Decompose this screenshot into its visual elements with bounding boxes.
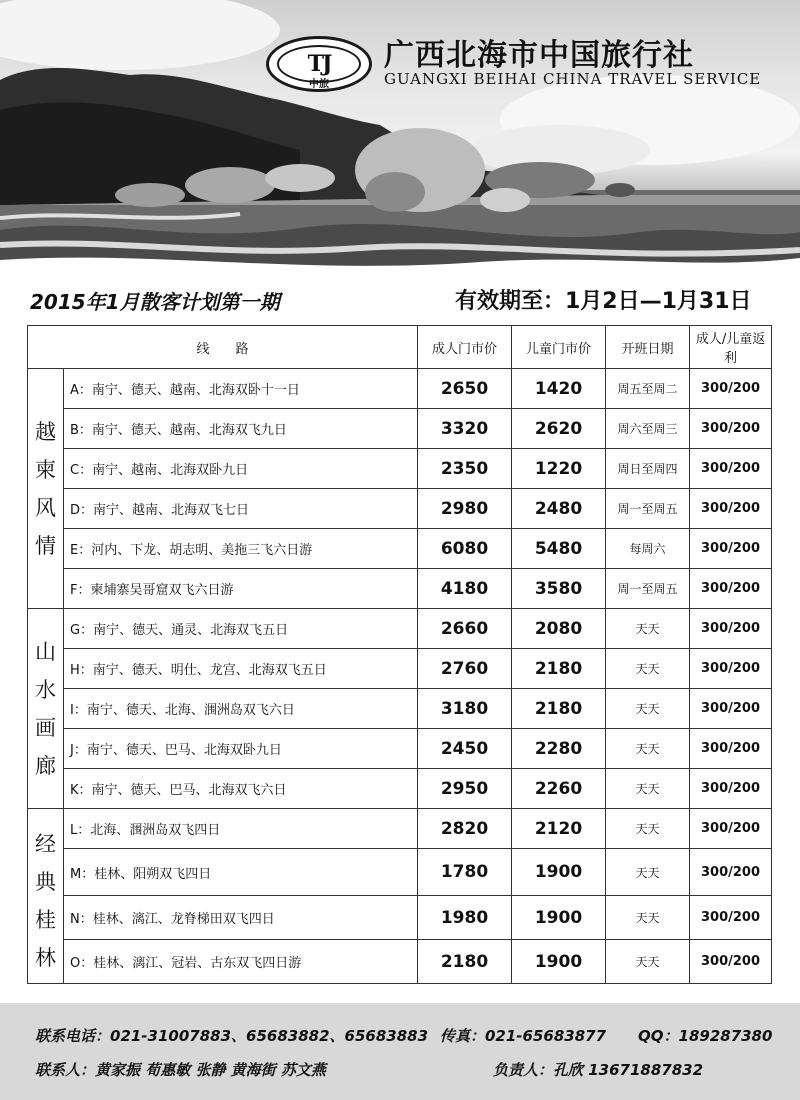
header-route: 线 路 — [28, 326, 418, 369]
header-child-price: 儿童门市价 — [512, 326, 606, 369]
rebate: 300/200 — [690, 569, 772, 609]
company-name-en: GUANGXI BEIHAI CHINA TRAVEL SERVICE — [384, 70, 762, 88]
schedule: 周一至周五 — [606, 569, 690, 609]
logo-subtext: 中旅 — [309, 79, 329, 90]
schedule: 周六至周三 — [606, 409, 690, 449]
contact-footer — [0, 1003, 800, 1100]
adult-price: 3180 — [418, 689, 512, 729]
adult-price: 2760 — [418, 649, 512, 689]
route-name: C：南宁、越南、北海双卧九日 — [64, 449, 418, 489]
route-name: F：柬埔寨吴哥窟双飞六日游 — [64, 569, 418, 609]
child-price: 2280 — [512, 729, 606, 769]
child-price: 1900 — [512, 849, 606, 896]
adult-price: 2450 — [418, 729, 512, 769]
adult-price: 3320 — [418, 409, 512, 449]
route-name: D：南宁、越南、北海双飞七日 — [64, 489, 418, 529]
route-name: M：桂林、阳朔双飞四日 — [64, 849, 418, 896]
contact-phone: 联系电话：021-31007883、65683882、65683883 — [35, 1027, 429, 1045]
adult-price: 2350 — [418, 449, 512, 489]
child-price: 2180 — [512, 649, 606, 689]
adult-price: 2650 — [418, 369, 512, 409]
table-row — [28, 729, 772, 769]
schedule: 天天 — [606, 609, 690, 649]
adult-price: 2180 — [418, 940, 512, 984]
schedule: 天天 — [606, 769, 690, 809]
rebate: 300/200 — [690, 729, 772, 769]
logo-mark: TJ — [307, 51, 331, 77]
route-name: I：南宁、德天、北海、涠洲岛双飞六日 — [64, 689, 418, 729]
child-price: 2480 — [512, 489, 606, 529]
schedule: 天天 — [606, 809, 690, 849]
rebate: 300/200 — [690, 769, 772, 809]
table-row — [28, 809, 772, 849]
child-price: 1420 — [512, 369, 606, 409]
schedule: 天天 — [606, 649, 690, 689]
table-header-row — [28, 326, 772, 369]
route-name: N：桂林、漓江、龙脊梯田双飞四日 — [64, 896, 418, 940]
category-landscape-gallery: 山 水 画 廊 — [28, 609, 64, 809]
route-name: J：南宁、德天、巴马、北海双卧九日 — [64, 729, 418, 769]
schedule: 天天 — [606, 689, 690, 729]
rebate: 300/200 — [690, 529, 772, 569]
table-row — [28, 569, 772, 609]
route-name: L：北海、涠洲岛双飞四日 — [64, 809, 418, 849]
table-row — [28, 369, 772, 409]
header-schedule: 开班日期 — [606, 326, 690, 369]
adult-price: 1980 — [418, 896, 512, 940]
table-row — [28, 940, 772, 984]
route-name: O：桂林、漓江、冠岩、古东双飞四日游 — [64, 940, 418, 984]
rebate: 300/200 — [690, 369, 772, 409]
child-price: 1900 — [512, 896, 606, 940]
validity-period: 有效期至：1月2日—1月31日 — [455, 289, 752, 314]
adult-price: 2660 — [418, 609, 512, 649]
table-row — [28, 649, 772, 689]
category-classic-guilin: 经 典 桂 林 — [28, 809, 64, 984]
table-row — [28, 409, 772, 449]
adult-price: 6080 — [418, 529, 512, 569]
schedule: 每周六 — [606, 529, 690, 569]
rebate: 300/200 — [690, 609, 772, 649]
route-name: E：河内、下龙、胡志明、美拖三飞六日游 — [64, 529, 418, 569]
child-price: 2080 — [512, 609, 606, 649]
company-logo — [266, 36, 372, 92]
child-price: 2620 — [512, 409, 606, 449]
schedule: 天天 — [606, 849, 690, 896]
route-name: A：南宁、德天、越南、北海双卧十一日 — [64, 369, 418, 409]
child-price: 1900 — [512, 940, 606, 984]
hero-banner — [0, 0, 800, 280]
schedule: 周一至周五 — [606, 489, 690, 529]
schedule: 周五至周二 — [606, 369, 690, 409]
header-rebate: 成人/儿童返利 — [690, 326, 772, 369]
contact-fax: 传真：021-65683877 — [440, 1027, 607, 1045]
child-price: 3580 — [512, 569, 606, 609]
rebate: 300/200 — [690, 449, 772, 489]
rebate: 300/200 — [690, 489, 772, 529]
table-row — [28, 609, 772, 649]
manager-contact: 负责人：孔欣 13671887832 — [493, 1061, 704, 1079]
child-price: 2180 — [512, 689, 606, 729]
adult-price: 4180 — [418, 569, 512, 609]
rebate: 300/200 — [690, 849, 772, 896]
child-price: 1220 — [512, 449, 606, 489]
table-row — [28, 769, 772, 809]
table-row — [28, 449, 772, 489]
rebate: 300/200 — [690, 940, 772, 984]
header-adult-price: 成人门市价 — [418, 326, 512, 369]
plan-title: 2015年1月散客计划第一期 — [30, 290, 280, 314]
rebate: 300/200 — [690, 649, 772, 689]
table-row — [28, 689, 772, 729]
adult-price: 2950 — [418, 769, 512, 809]
table-row — [28, 896, 772, 940]
logo-ring — [277, 45, 361, 90]
contact-persons: 联系人：黄家振 荀惠敏 张静 黄海街 苏文燕 — [35, 1061, 326, 1079]
rebate: 300/200 — [690, 896, 772, 940]
company-name-cn: 广西北海市中国旅行社 — [384, 38, 694, 73]
schedule: 周日至周四 — [606, 449, 690, 489]
adult-price: 1780 — [418, 849, 512, 896]
adult-price: 2980 — [418, 489, 512, 529]
tour-price-table — [27, 325, 772, 984]
rebate: 300/200 — [690, 689, 772, 729]
table-row — [28, 849, 772, 896]
child-price: 5480 — [512, 529, 606, 569]
schedule: 天天 — [606, 940, 690, 984]
child-price: 2260 — [512, 769, 606, 809]
route-name: G：南宁、德天、通灵、北海双飞五日 — [64, 609, 418, 649]
category-vietnam-cambodia: 越 柬 风 情 — [28, 369, 64, 609]
table-row — [28, 489, 772, 529]
route-name: H：南宁、德天、明仕、龙宫、北海双飞五日 — [64, 649, 418, 689]
rebate: 300/200 — [690, 409, 772, 449]
adult-price: 2820 — [418, 809, 512, 849]
schedule: 天天 — [606, 729, 690, 769]
contact-qq: QQ：189287380 — [638, 1027, 773, 1045]
table-row — [28, 529, 772, 569]
route-name: B：南宁、德天、越南、北海双飞九日 — [64, 409, 418, 449]
route-name: K：南宁、德天、巴马、北海双飞六日 — [64, 769, 418, 809]
child-price: 2120 — [512, 809, 606, 849]
schedule: 天天 — [606, 896, 690, 940]
rebate: 300/200 — [690, 809, 772, 849]
